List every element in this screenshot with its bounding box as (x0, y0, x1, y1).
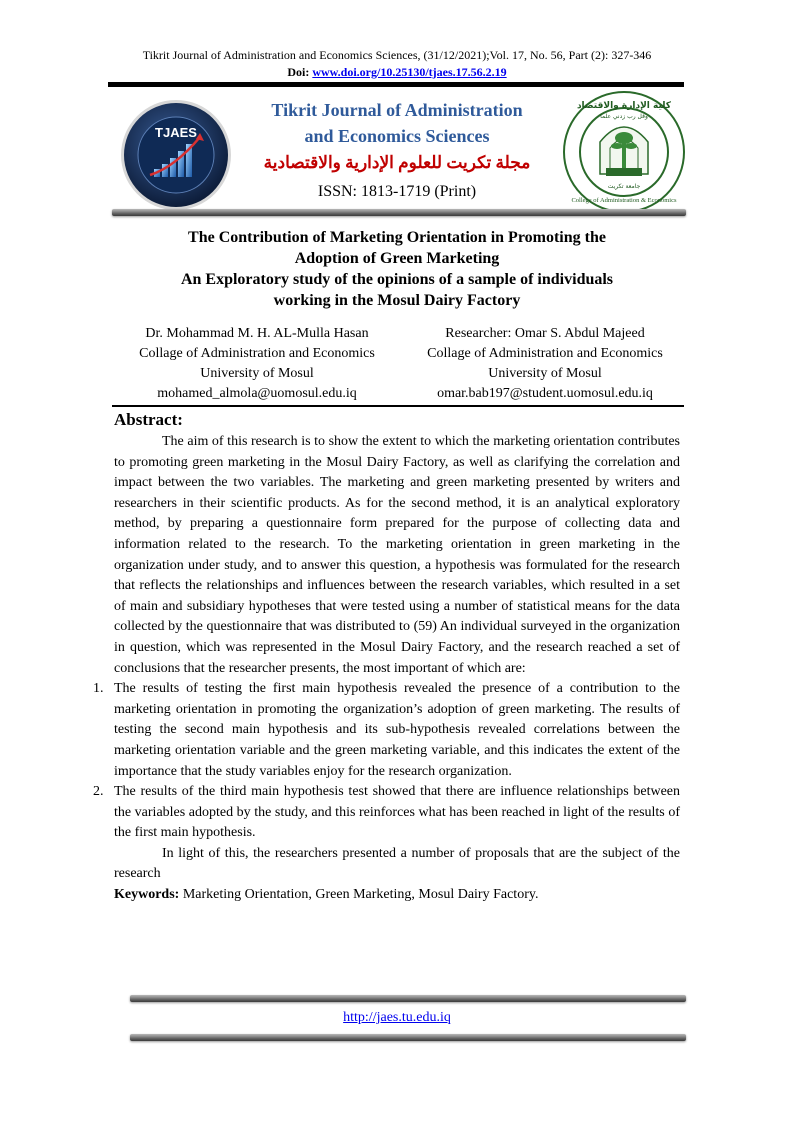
finding-item (93, 782, 680, 844)
college-logo-motto: وقل رب زدني علما (600, 113, 648, 120)
author-1-email: mohamed_almola@uomosul.edu.iq (157, 386, 357, 401)
keywords-label: Keywords: (114, 887, 180, 903)
finding-number: 1. (93, 681, 104, 697)
banner-divider (112, 209, 686, 216)
title-line-1: The Contribution of Marketing Orientation in Promoting the (188, 229, 606, 246)
tjaes-logo-text: TJAES (155, 125, 197, 140)
college-logo-arabic-text: كلية الإدارة والاقتصاد (576, 101, 672, 111)
college-logo (562, 90, 686, 214)
college-logo-university: جامعة تكريت (607, 183, 641, 190)
author-1 (112, 324, 402, 404)
doi-label: Doi: (287, 65, 310, 79)
keywords-line (114, 885, 680, 906)
abstract-heading: Abstract: (114, 410, 183, 429)
title-line-4: working in the Mosul Dairy Factory (273, 292, 521, 309)
author-2-name: Researcher: Omar S. Abdul Majeed (445, 326, 645, 341)
authors-rule (112, 405, 684, 407)
author-1-university: University of Mosul (200, 366, 314, 381)
finding-text: The results of testing the first main hypothesis revealed the presence of a contribution to the marketing orientation in promoting the organization’s adoption of green marketing. The results of testing the second main hypothesis and its sub-hypothesis revealed correlations between the marketing orientation variable and the green marketing variable, and this indicates the extent of the importance that the study variables enjoy for the research organization. (114, 681, 680, 779)
finding-item (93, 679, 680, 782)
tjaes-logo (120, 99, 232, 211)
college-logo-ring-text: College of Administration & Economics (571, 197, 677, 204)
paper-title (100, 227, 694, 311)
title-line-2: Adoption of Green Marketing (294, 250, 500, 267)
doi-link[interactable]: www.doi.org/10.25130/tjaes.17.56.2.19 (312, 65, 507, 79)
author-2 (402, 324, 688, 404)
abstract-paragraph: The aim of this research is to show the extent to which the marketing orientation contributes to promoting green marketing in the Mosul Dairy Factory, as well as clarifying the correlation and impact between the two variables. The marketing and green marketing presented by writers and researchers in their scientific products. As for the second method, it is an analytical exploratory method, by preparing a questionnaire form prepared for the purpose of collecting data and information related to the research. To the marketing orientation in green marketing in the organization under study, and to answer this question, a hypothesis was formulated for the research that reflects the relationships and influences between the research variables, which resulted in a set of main and subsidiary hypotheses that were tested using a number of statistical means for the data collected by the questionnaire that was distributed to (59) An individual surveyed in the organization in question, which was represented in the Mosul Dairy Factory, and the research reached a set of conclusions that the researcher presents, the most important of which are: (114, 434, 680, 676)
findings-list (93, 679, 680, 844)
abstract-closing: In light of this, the researchers presented a number of proposals that are the subject of the research (114, 845, 680, 882)
title-line-3: An Exploratory study of the opinions of a sample of individuals (180, 271, 614, 288)
abstract-body (93, 432, 680, 906)
author-2-university: University of Mosul (488, 366, 602, 381)
author-2-email: omar.bab197@student.uomosul.edu.iq (437, 386, 653, 401)
issn: ISSN: 1813-1719 (Print) (317, 183, 477, 200)
doi-line (0, 64, 794, 80)
footer-url-line (0, 1010, 794, 1026)
finding-text: The results of the third main hypothesis test showed that there are influence relationships between the variables adopted by the study, and this reinforces what has been reached in light of the results of the first main hypothesis. (114, 784, 680, 841)
footer-divider-top (130, 995, 686, 1002)
finding-number: 2. (93, 784, 104, 800)
author-1-name: Dr. Mohammad M. H. AL-Mulla Hasan (145, 326, 369, 341)
journal-name-line1: Tikrit Journal of Administration (271, 100, 523, 120)
author-1-college: Collage of Administration and Economics (139, 346, 375, 361)
footer-divider-bottom (130, 1034, 686, 1041)
keywords-text: Marketing Orientation, Green Marketing, Mosul Dairy Factory. (182, 887, 539, 903)
journal-name-arabic: مجلة تكريت للعلوم الإدارية والاقتصادية (263, 153, 531, 172)
journal-website-link[interactable]: http://jaes.tu.edu.iq (343, 1010, 451, 1025)
header-rule (108, 82, 684, 87)
author-2-college: Collage of Administration and Economics (427, 346, 663, 361)
journal-name-line2: and Economics Sciences (304, 126, 490, 146)
journal-name-block (232, 97, 562, 205)
journal-citation: Tikrit Journal of Administration and Economics Sciences, (31/12/2021);Vol. 17, No. 56, Part (2): 327-346 (142, 48, 652, 62)
